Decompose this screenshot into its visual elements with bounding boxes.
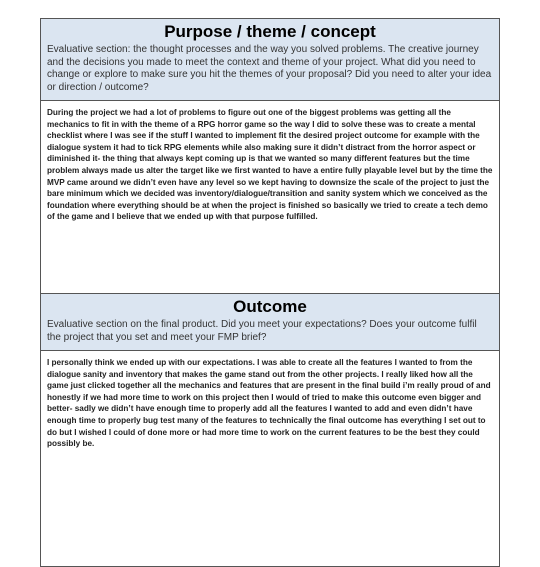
purpose-response-cell [41, 101, 499, 294]
outcome-response-cell [41, 351, 499, 566]
outcome-response-text: I personally think we ended up with our expectations. I was able to create all the features I wanted to from the dialogue sanity and inventory that makes the game stand out from the other projects. I really liked how all the game just clicked together all the mechanics and features that are present in the final build i’m really proud of and honestly if we had more time to work on this project then I would of tried to make this outcome even bigger and better- sadly we didn’t have enough time to properly add all the features I wanted to add and even didn’t have enough time to properly bug test many of the features to technically the final outcome has everything I set out to do but I wished I could of done more or had more time to work on the current features to be the best they could possibly be. [47, 358, 491, 449]
purpose-response-text: During the project we had a lot of problems to figure out one of the biggest problems was getting all the mechanics to fit in with the theme of a RPG horror game so the way I did to solve these was to create a mental checklist where I was see if the stuff I wanted to implement fit the desired project outcome for example with the dialogue system it had to tick RPG elements while also making sure it didn’t distract from the horror aspect or diminished it- the thing that always kept coming up is that we wanted so many different features but the time problem always made us alter the target like we first wanted to have a entire fully playable level but by the time the MVP came around we didn’t even have any level so we kept having to downsize the scale of the project to just the bare minimum which we decided was inventory/dialogue/transition and sanity system which we conceived as the foundation where everything should be at when the project is finished so basically we tried to create a tech demo of the game and I believe that we ended up with that purpose fulfilled. [47, 108, 493, 222]
outcome-header [41, 294, 499, 351]
purpose-description: Evaluative section: the thought processes and the way you solved problems. The creative journey and the decisions you made to meet the context and theme of your project. What did you need to change or explore to make sure you hit the themes of your proposal? Did you need to alter your idea or direction / outcome? [47, 44, 492, 93]
evaluation-table [40, 18, 500, 567]
purpose-title: Purpose / theme / concept [164, 22, 376, 41]
outcome-title: Outcome [233, 297, 307, 316]
outcome-description: Evaluative section on the final product. Did you meet your expectations? Does your outcome fulfil the project that you set and meet your FMP brief? [47, 319, 477, 343]
purpose-header [41, 19, 499, 101]
